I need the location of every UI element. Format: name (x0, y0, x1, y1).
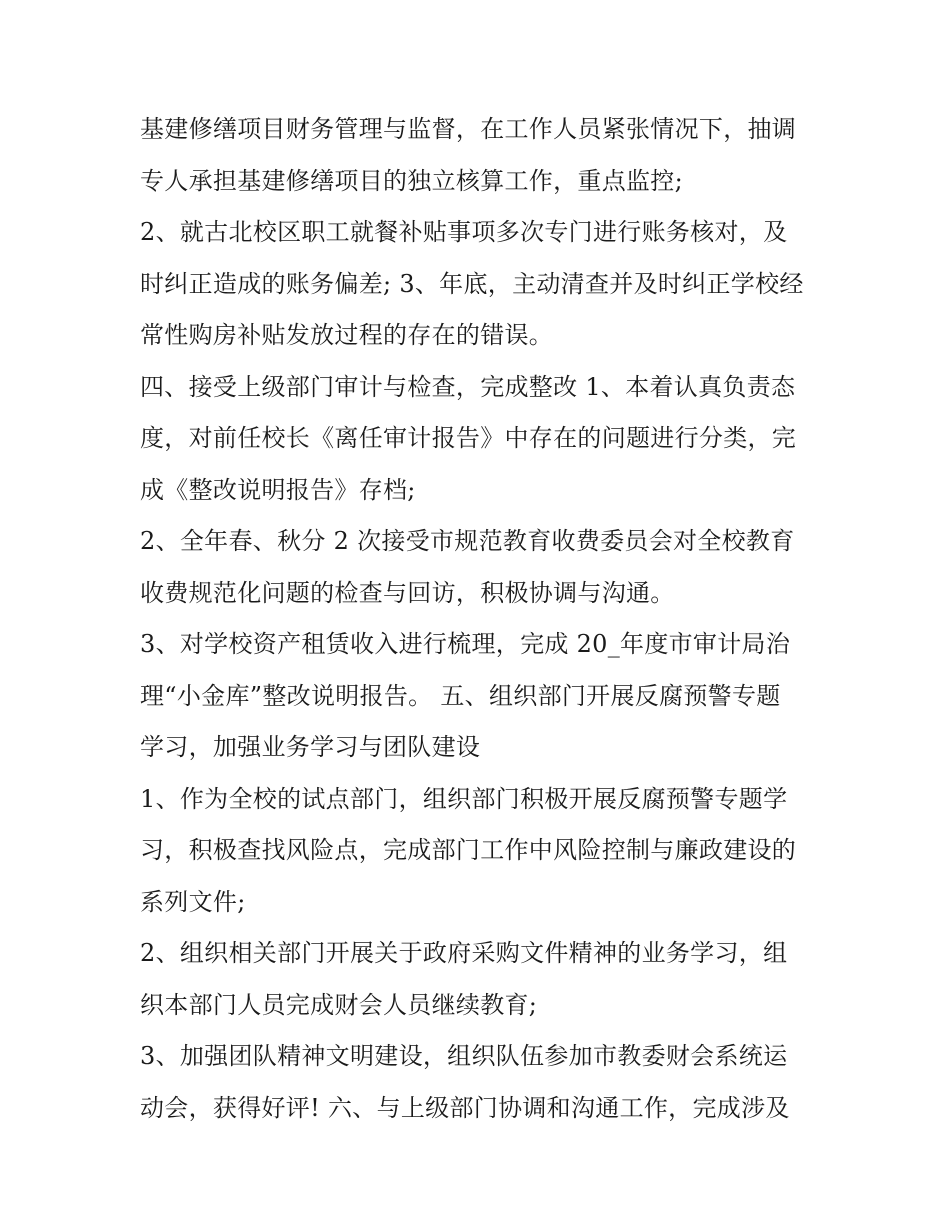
text-line: 3、对学校资产租赁收入进行梳理，完成 20_年度市审计局治 (140, 630, 791, 658)
text-line: 时纠正造成的账务偏差; 3、年底，主动清查并及时纠正学校经 (140, 269, 804, 298)
text-line: 动会，获得好评! 六、与上级部门协调和沟通工作，完成涉及 (140, 1093, 790, 1122)
text-line: 1、作为全校的试点部门，组织部门积极开展反腐预警专题学 (140, 784, 788, 813)
text-line: 理“小金库”整改说明报告。 五、组织部门开展反腐预警专题 (140, 681, 781, 710)
text-line: 3、加强团队精神文明建设，组织队伍参加市教委财会系统运 (140, 1042, 788, 1070)
text-line: 学习，加强业务学习与团队建设 (140, 733, 481, 761)
text-line: 成《整改说明报告》存档; (140, 475, 416, 504)
text-line: 系列文件; (140, 887, 246, 916)
text-line: 度，对前任校长《离任审计报告》中存在的问题进行分类，完 (140, 424, 797, 452)
text-line: 收费规范化问题的检查与回访，积极协调与沟通。 (140, 578, 675, 607)
document-body (140, 104, 820, 1134)
text-line: 四、接受上级部门审计与检查，完成整改 1、本着认真负责态 (140, 372, 796, 401)
text-line: 专人承担基建修缮项目的独立核算工作，重点监控; (140, 166, 683, 195)
text-line: 2、全年春、秋分 2 次接受市规范教育收费委员会对全校教育 (140, 527, 795, 555)
text-line: 2、就古北校区职工就餐补贴事项多次专门进行账务核对，及 (140, 218, 788, 246)
text-line: 2、组织相关部门开展关于政府采购文件精神的业务学习，组 (140, 939, 788, 967)
text-line: 常性购房补贴发放过程的存在的错误。 (140, 321, 554, 349)
text-line: 习，积极查找风险点，完成部门工作中风险控制与廉政建设的 (140, 836, 797, 864)
text-line: 基建修缮项目财务管理与监督，在工作人员紧张情况下，抽调 (140, 115, 797, 143)
text-line: 织本部门人员完成财会人员继续教育; (140, 990, 538, 1019)
